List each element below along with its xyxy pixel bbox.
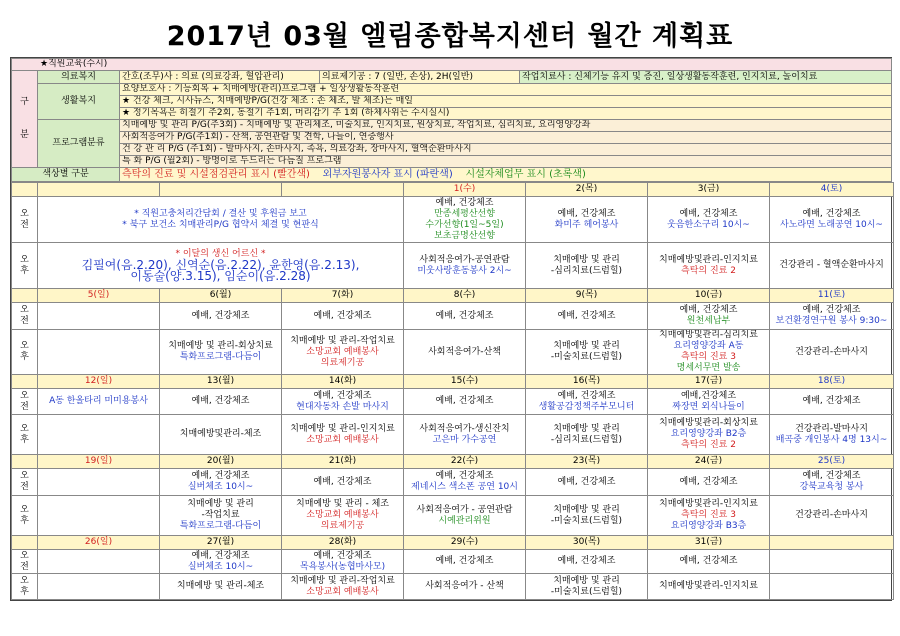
am-event-cell	[648, 550, 770, 574]
pm-event-cell	[160, 415, 282, 455]
am-event-cell	[770, 550, 894, 574]
event-line: 요리영양강좌 B3층	[670, 521, 747, 531]
event-line: 치매예방및관리-체조	[179, 429, 262, 439]
slot-char: 후	[20, 515, 29, 526]
week-pm-row	[12, 330, 894, 375]
event-line: 치매예방및관리-인지치료	[659, 581, 758, 591]
event-line: 사노라면 노래공연 10시~	[780, 219, 883, 230]
event-line: 사회적응여가 - 산책	[425, 581, 504, 591]
am-event-cell	[648, 389, 770, 415]
event-line: 예배, 건강체조	[191, 310, 250, 321]
am-event-cell	[404, 469, 526, 496]
slot-char: 오	[20, 550, 29, 561]
pm-event-cell	[160, 574, 282, 600]
event-line: 예배, 건강체조	[557, 208, 616, 219]
section-label: 구 분	[12, 71, 38, 168]
event-line: 건강관리-손마사지	[795, 346, 868, 357]
event-line: 측탁의 진료 3	[681, 352, 736, 362]
event-line: -미술치료(드럼힐)	[550, 352, 623, 362]
event-line: 예배, 건강체조	[557, 476, 616, 487]
pm-event-cell	[282, 330, 404, 375]
event-line: 시예관리위원	[438, 515, 491, 526]
am-event-cell	[526, 550, 648, 574]
am-event-cell	[648, 303, 770, 330]
week-am-row	[12, 550, 894, 574]
slot-label-am	[12, 389, 38, 415]
event-line: 사회적응여가-생신잔치	[419, 423, 510, 434]
pm-event-cell	[648, 496, 770, 536]
row-label-medical: 의료복지	[38, 71, 120, 84]
event-line: 치매예방및관리-심리치료	[659, 330, 758, 340]
day-label: 19(일)	[38, 455, 160, 469]
pm-event-cell	[404, 574, 526, 600]
event-line: 미웃사랑훈동봉사 2시~	[417, 265, 512, 276]
event-line: 예배, 건강체조	[435, 396, 494, 406]
week-day-header	[12, 375, 894, 389]
week-am-row	[12, 389, 894, 415]
event-line: 예배, 건강체조	[435, 556, 494, 566]
week-day-header	[12, 455, 894, 469]
slot-char: 후	[20, 586, 29, 597]
day-label	[38, 183, 160, 197]
event-line: 예배, 건강체조	[802, 208, 861, 219]
event-line: 보초금명산선향	[434, 230, 495, 241]
week-pm-row	[12, 574, 894, 600]
slot-char: 전	[20, 561, 29, 572]
day-label	[770, 536, 894, 550]
day-label: 24(금)	[648, 455, 770, 469]
event-line: 예배, 건강체조	[435, 310, 494, 321]
event-line: -심리치료(드럼힐)	[550, 434, 623, 445]
event-line: 요리영양강좌 B2층	[670, 429, 747, 439]
day-label: 7(화)	[282, 289, 404, 303]
event-line: 현대자동차 손발 마사지	[296, 401, 389, 412]
event-line: 예배, 건강체조	[313, 390, 372, 401]
week-am-row	[12, 197, 894, 243]
week-day-header	[12, 536, 894, 550]
day-label: 12(일)	[38, 375, 160, 389]
slot-label-pm	[12, 330, 38, 375]
slot-char: 오	[20, 575, 29, 586]
day-label: 25(토)	[770, 455, 894, 469]
am-event-cell	[160, 550, 282, 574]
week-pm-row	[12, 243, 894, 289]
slot-char: 오	[20, 305, 29, 315]
event-line: 웃음한소구리 10시~	[667, 219, 750, 230]
am-event-cell	[38, 389, 160, 415]
event-line: 의료제기공	[320, 521, 365, 531]
am-event-cell	[38, 469, 160, 496]
medical-a: 간호(조무)사 : 의료 (의료강좌, 혈압관리)	[120, 71, 320, 84]
event-line: 소망교회 예배봉사	[306, 346, 379, 357]
pm-event-cell	[404, 330, 526, 375]
pm-event-cell	[38, 574, 160, 600]
week-corner	[12, 183, 38, 197]
am-event-cell	[404, 303, 526, 330]
pm-event-cell	[282, 574, 404, 600]
pm-event-cell	[526, 496, 648, 536]
week-am-row	[12, 469, 894, 496]
day-label: 14(화)	[282, 375, 404, 389]
event-line: 목욕봉사(농협마사모)	[299, 561, 386, 572]
event-line: 치매예방 및 관리	[553, 254, 620, 265]
day-label: 9(목)	[526, 289, 648, 303]
day-label	[160, 183, 282, 197]
week-day-header	[12, 183, 894, 197]
event-line: 치매예방및관리-인지치료	[659, 254, 758, 265]
week-corner	[12, 536, 38, 550]
slot-label-pm	[12, 496, 38, 536]
slot-char: 오	[20, 390, 29, 401]
slot-label-pm	[12, 243, 38, 289]
slot-char: 오	[20, 504, 29, 515]
slot-char: 전	[20, 401, 29, 412]
event-line: 예배, 건강체조	[191, 396, 250, 406]
event-line: 예배, 건강체조	[435, 197, 494, 208]
row-label-life: 생활복지	[38, 84, 120, 120]
event-line: 치매예방 및 관리-작업치료	[290, 335, 395, 346]
medical-c: 작업치료사 : 신체기능 유지 및 증진, 일상생활동작훈련, 인지치료, 놀이치료	[520, 71, 892, 84]
birthday-cell	[38, 243, 404, 289]
event-line: 원천세납부	[686, 316, 731, 326]
slot-char: 오	[20, 254, 29, 265]
event-line: 강북교육청 봉사	[799, 482, 864, 492]
event-line: 예배,건강체조	[680, 390, 737, 401]
event-line: 명세서무면 발송	[676, 363, 741, 373]
pm-event-cell	[404, 243, 526, 289]
event-line: 만종세평산선향	[434, 208, 495, 219]
pm-event-cell	[770, 415, 894, 455]
pm-event-cell	[648, 415, 770, 455]
event-line: -미술치료(드럼힐)	[550, 515, 623, 526]
slot-char: 후	[20, 434, 29, 445]
event-line: 예배, 건강체조	[802, 471, 861, 481]
row-label-program: 프로그램분류	[38, 120, 120, 168]
day-label: 18(토)	[770, 375, 894, 389]
pm-event-cell	[526, 574, 648, 600]
pm-event-cell	[648, 574, 770, 600]
life-a: 요양보호사 : 기능회복 + 치매예방(관리)프로그램 + 일상생활동작훈련	[120, 84, 892, 96]
day-label: 23(목)	[526, 455, 648, 469]
am-event-cell	[648, 197, 770, 243]
am-event-cell	[770, 197, 894, 243]
day-label: 20(월)	[160, 455, 282, 469]
day-label: 28(화)	[282, 536, 404, 550]
event-line: 치매예방및관리-인지치료	[659, 499, 758, 509]
event-line: 소망교회 예배봉사	[306, 510, 379, 520]
day-label: 1(수)	[404, 183, 526, 197]
week-pm-row	[12, 496, 894, 536]
event-line: 배곡중 개인봉사 4명 13시~	[775, 434, 888, 445]
pm-event-cell	[38, 496, 160, 536]
day-label: 29(수)	[404, 536, 526, 550]
event-line: 측탁의 진료 2	[681, 440, 736, 450]
event-line: 소망교회 예배봉사	[306, 434, 379, 445]
event-line: 예배, 건강체조	[435, 471, 494, 481]
event-line: 건강관리-발마사지	[795, 423, 868, 434]
day-label: 26(일)	[38, 536, 160, 550]
pm-event-cell	[526, 415, 648, 455]
day-label: 2(목)	[526, 183, 648, 197]
event-line: 사회적응여가 - 공연관람	[416, 504, 513, 515]
life-b: ★ 건강 체크, 시사뉴스, 치매예방P/G(건강 체조 : 손 체조, 발 체조)는 매일	[120, 96, 892, 108]
am-event-cell	[160, 389, 282, 415]
event-line: 고은마 가수공연	[432, 434, 497, 445]
pm-event-cell	[38, 330, 160, 375]
color-legend	[120, 168, 892, 182]
day-label: 22(수)	[404, 455, 526, 469]
pm-event-cell	[282, 496, 404, 536]
am-event-cell	[770, 389, 894, 415]
day-label: 30(목)	[526, 536, 648, 550]
program-line-2: 사회적응여가 P/G(주1회) - 산책, 공연관람 및 견학, 나들이, 연중행사	[120, 132, 892, 144]
am-event-cell	[38, 550, 160, 574]
am-event-cell	[160, 303, 282, 330]
event-line: 예배, 건강체조	[313, 476, 372, 487]
day-label: 4(토)	[770, 183, 894, 197]
day-label: 11(토)	[770, 289, 894, 303]
event-line: 짜장면 외식나들이	[672, 401, 745, 412]
event-line: 실버체조 10시~	[187, 561, 254, 572]
event-line: 치매예방 및 관리-인지치료	[290, 423, 395, 434]
am-event-cell	[526, 303, 648, 330]
event-line: 예배, 건강체조	[802, 305, 861, 315]
event-line: 치매예방 및 관리	[553, 575, 620, 586]
slot-char: 오	[20, 208, 29, 219]
slot-char: 후	[20, 352, 29, 362]
event-line: 건강관리-손마사지	[795, 510, 868, 520]
day-label: 10(금)	[648, 289, 770, 303]
am-event-cell	[770, 303, 894, 330]
slot-char: 전	[20, 482, 29, 492]
announcement-line: * 북구 보건소 치매관리P/G 협약서 체결 및 현판식	[122, 219, 319, 230]
am-event-cell	[526, 389, 648, 415]
slot-char: 오	[20, 423, 29, 434]
legend-blue: 외부자원봉사자 표시 (파란색)	[322, 169, 453, 180]
event-line: 의료제기공	[320, 357, 365, 368]
event-line: 예배, 건강체조	[313, 550, 372, 561]
event-line: 요리영양강좌 A동	[673, 341, 744, 351]
am-event-cell	[282, 303, 404, 330]
day-label: 3(금)	[648, 183, 770, 197]
birthday-line: 김필여(음.2.20), 신역순(음.2.22), 윤한영(음.2.13),	[81, 258, 360, 272]
program-line-3: 건 강 관 리 P/G (주1회) - 발마사지, 손마사지, 족욕, 의료강좌, 장마사지, 혈액순환마사지	[120, 144, 892, 156]
event-line: 보건환경연구원 봉사 9:30~	[775, 316, 888, 326]
am-event-cell	[160, 469, 282, 496]
slot-char: 전	[20, 219, 29, 230]
am-event-cell	[770, 469, 894, 496]
am-event-cell	[404, 550, 526, 574]
pm-event-cell	[648, 243, 770, 289]
event-line: 제네시스 색소폰 공연 10시	[411, 482, 518, 492]
slot-char: 오	[20, 341, 29, 351]
event-line: 화미주 헤어봉사	[554, 219, 619, 230]
event-line: 예배, 건강체조	[557, 390, 616, 401]
day-label: 27(월)	[160, 536, 282, 550]
announcement-line: * 직원고충처리간담회 / 결산 및 후원금 보고	[134, 208, 307, 219]
birthday-line: 이동술(양.3.15), 임순이(음.2.28)	[130, 269, 311, 283]
am-event-cell	[282, 389, 404, 415]
day-label: 21(화)	[282, 455, 404, 469]
am-event-cell	[526, 469, 648, 496]
am-event-cell	[404, 389, 526, 415]
event-line: 치매예방 및 관리	[187, 499, 254, 509]
program-line-1: 치매예방 및 관리 P/G(주3회) - 치매예방 및 관리체조, 미술치료, 인지치료, 원상치료, 작업치료, 심리치료, 요리영양강좌	[120, 120, 892, 132]
event-line: 예배, 건강체조	[679, 556, 738, 566]
event-line: -심리치료(드럼힐)	[550, 265, 623, 276]
day-label: 5(일)	[38, 289, 160, 303]
pm-event-cell	[770, 574, 894, 600]
event-line: A동 한올타리 미미용봉사	[49, 396, 148, 406]
am-event-cell	[404, 197, 526, 243]
pm-event-cell	[526, 243, 648, 289]
pm-event-cell	[38, 415, 160, 455]
week-am-row	[12, 303, 894, 330]
event-line: 사회적응여가-산책	[428, 346, 501, 357]
pm-event-cell	[770, 330, 894, 375]
event-line: 치매예방 및 관리-작업치료	[290, 575, 395, 586]
row-label-color: 색상별 구분	[12, 168, 120, 182]
program-line-4: 특 화 P/G (월2회) - 방명이로 두드리는 다듬질 프로그램	[120, 156, 892, 168]
calendar-table	[11, 182, 894, 600]
pm-event-cell	[648, 330, 770, 375]
event-line: 예배, 건강체조	[191, 550, 250, 561]
event-line: 예배, 건강체조	[802, 396, 861, 406]
slot-label-pm	[12, 574, 38, 600]
slot-label-am	[12, 197, 38, 243]
event-line: 측탁의 진료 3	[681, 510, 736, 520]
day-label	[282, 183, 404, 197]
medical-b: 의료제기공 : 7 (일반, 손상), 2H(일반)	[320, 71, 520, 84]
page-title: 2017년 03월 엘림종합복지센터 월간 계획표	[166, 21, 734, 52]
am-event-cell	[648, 469, 770, 496]
event-line: 치매예방 및 관리-회상치료	[168, 341, 273, 351]
day-label: 17(금)	[648, 375, 770, 389]
event-line: 생활공감정책주부모니터	[538, 401, 635, 412]
am-event-cell	[282, 469, 404, 496]
event-line: 측탁의 진료 2	[681, 265, 736, 276]
monthly-plan-sheet	[10, 57, 892, 601]
legend-green: 시설자체업무 표시 (초록색)	[465, 169, 586, 180]
event-line: 치매예방 및 관리	[553, 341, 620, 351]
pm-event-cell	[404, 496, 526, 536]
week-corner	[12, 289, 38, 303]
event-line: 실버체조 10시~	[187, 482, 254, 492]
pm-event-cell	[770, 243, 894, 289]
slot-label-am	[12, 550, 38, 574]
life-c: ★ 정기목욕은 히절기 주2회, 동절기 주1회, 머리감기 주 1회 (하체사위는 수시실시)	[120, 108, 892, 120]
event-line: 예배, 건강체조	[313, 310, 372, 321]
event-line: 치매예방 및 관리	[553, 504, 620, 515]
event-line: 건강관리 - 혈액순환마사지	[779, 260, 884, 270]
slot-label-pm	[12, 415, 38, 455]
announcement-cell	[38, 197, 404, 243]
event-line: 예배, 건강체조	[191, 471, 250, 481]
week-corner	[12, 375, 38, 389]
event-line: 예배, 건강체조	[679, 476, 738, 487]
event-line: -미술치료(드럼힐)	[550, 586, 623, 597]
day-label: 15(수)	[404, 375, 526, 389]
am-event-cell	[282, 550, 404, 574]
week-day-header	[12, 289, 894, 303]
pm-event-cell	[282, 415, 404, 455]
event-line: -작업치료	[201, 510, 240, 520]
day-label: 13(월)	[160, 375, 282, 389]
slot-label-am	[12, 303, 38, 330]
pm-event-cell	[770, 496, 894, 536]
slot-label-am	[12, 469, 38, 496]
day-label: 31(금)	[648, 536, 770, 550]
event-line: 치매예방 및 관리	[553, 423, 620, 434]
event-line: 치매예방 및 관리 - 체조	[296, 499, 389, 509]
birthday-title: * 이달의 생신 어르신 *	[175, 249, 266, 259]
event-line: 치매예방및관리-회상치료	[659, 418, 758, 428]
event-line: 예배, 건강체조	[557, 556, 616, 566]
slot-char: 오	[20, 471, 29, 481]
am-event-cell	[526, 197, 648, 243]
day-label: 6(월)	[160, 289, 282, 303]
am-event-cell	[38, 303, 160, 330]
day-label: 16(목)	[526, 375, 648, 389]
slot-char: 후	[20, 265, 29, 276]
event-line: 특화프로그램-다듬이	[179, 352, 262, 362]
pm-event-cell	[160, 330, 282, 375]
event-line: 치매예방 및 관리-체조	[176, 581, 265, 591]
pm-event-cell	[160, 496, 282, 536]
staff-training: ★직원교육(수시)	[12, 59, 892, 71]
pm-event-cell	[526, 330, 648, 375]
category-table	[11, 58, 892, 182]
event-line: 수가선향(1일~5일)	[425, 219, 504, 230]
slot-char: 전	[20, 316, 29, 326]
event-line: 특화프로그램-다듬이	[179, 521, 262, 531]
event-line: 예배, 건강체조	[557, 310, 616, 321]
event-line: 소망교회 예배봉사	[306, 586, 379, 597]
day-label: 8(수)	[404, 289, 526, 303]
week-pm-row	[12, 415, 894, 455]
week-corner	[12, 455, 38, 469]
event-line: 예배, 건강체조	[679, 208, 738, 219]
event-line: 사회적응여가-공연관람	[419, 254, 510, 265]
legend-red: 측탁의 진료 및 시설점검관리 표시 (빨간색)	[122, 169, 310, 180]
pm-event-cell	[404, 415, 526, 455]
event-line: 예배, 건강체조	[679, 305, 738, 315]
